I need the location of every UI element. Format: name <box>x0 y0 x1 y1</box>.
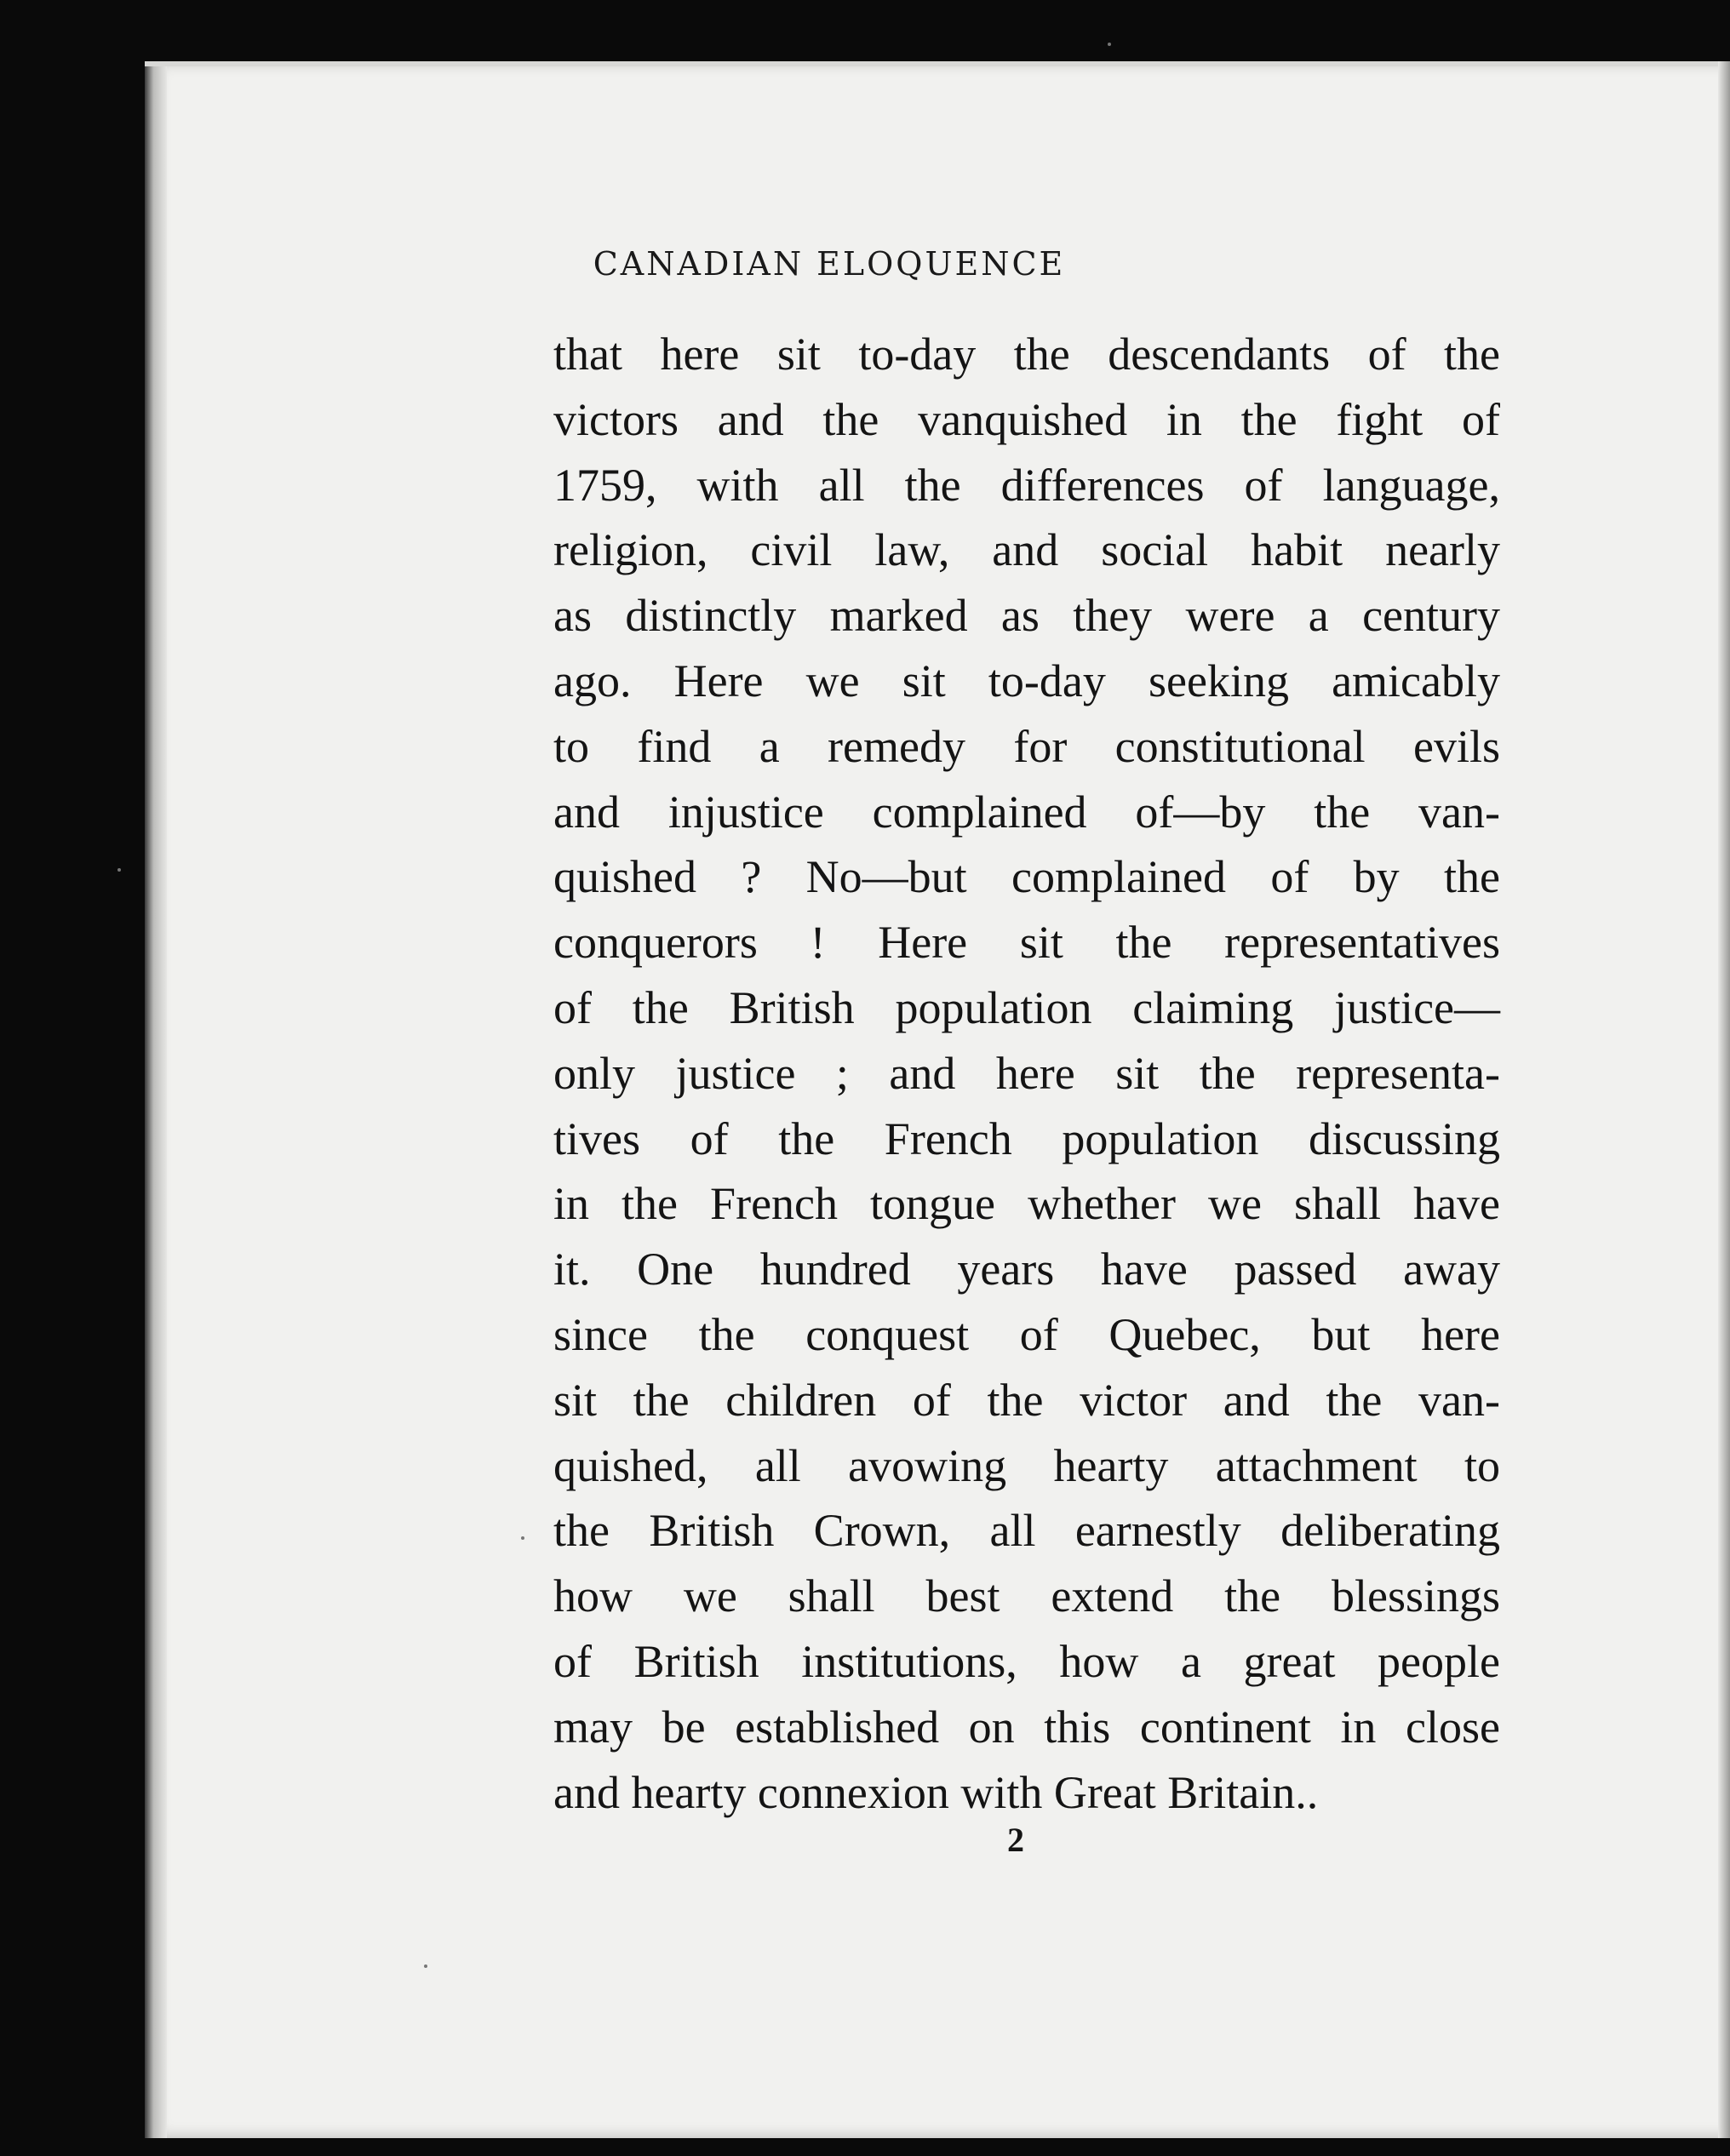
text-line: religion, civil law, and social habit nearly <box>553 524 1500 576</box>
text-line: how we shall best extend the blessings <box>553 1570 1500 1622</box>
text-line: that here sit to-day the descendants of the <box>553 329 1500 380</box>
page-top-edge <box>145 61 1730 66</box>
text-line: of British institutions, how a great people <box>553 1635 1500 1687</box>
text-line: as distinctly marked as they were a century <box>553 590 1500 642</box>
text-line: ago. Here we sit to-day seeking amicably <box>553 655 1500 706</box>
text-line: sit the children of the victor and the van- <box>553 1374 1500 1426</box>
text-line: of the British population claiming justice— <box>553 981 1500 1033</box>
text-line: quished ? No—but complained of by the <box>553 851 1500 903</box>
text-line: 1759, with all the differences of language, <box>553 459 1500 511</box>
scan-speck <box>1108 43 1111 46</box>
scan-speck <box>521 1536 524 1540</box>
page-binding-edge <box>145 61 167 2138</box>
text-line: quished, all avowing hearty attachment to <box>553 1439 1500 1491</box>
text-line: in the French tongue whether we shall have <box>553 1178 1500 1230</box>
text-line: victors and the vanquished in the fight of <box>553 393 1500 445</box>
text-line: may be established on this continent in close <box>553 1701 1500 1753</box>
text-line: only justice ; and here sit the representa- <box>553 1047 1500 1099</box>
text-line: the British Crown, all earnestly deliberating <box>553 1505 1500 1557</box>
text-line: it. One hundred years have passed away <box>553 1244 1500 1295</box>
text-line: since the conquest of Quebec, but here <box>553 1308 1500 1360</box>
text-line: and hearty connexion with Great Britain.. <box>553 1766 1319 1818</box>
body-text <box>553 322 1500 1825</box>
page-number: 2 <box>1007 1821 1024 1859</box>
page-right-edge <box>1718 61 1730 2138</box>
scan-speck <box>117 868 121 872</box>
text-line: and injustice complained of—by the van- <box>553 786 1500 838</box>
text-line: to find a remedy for constitutional evils <box>553 720 1500 772</box>
running-head <box>0 245 1730 283</box>
text-line: tives of the French population discussing <box>553 1112 1500 1164</box>
scan-speck <box>424 1964 427 1968</box>
text-line: conquerors ! Here sit the representatives <box>553 917 1500 969</box>
running-head-text: CANADIAN ELOQUENCE <box>593 245 1066 283</box>
